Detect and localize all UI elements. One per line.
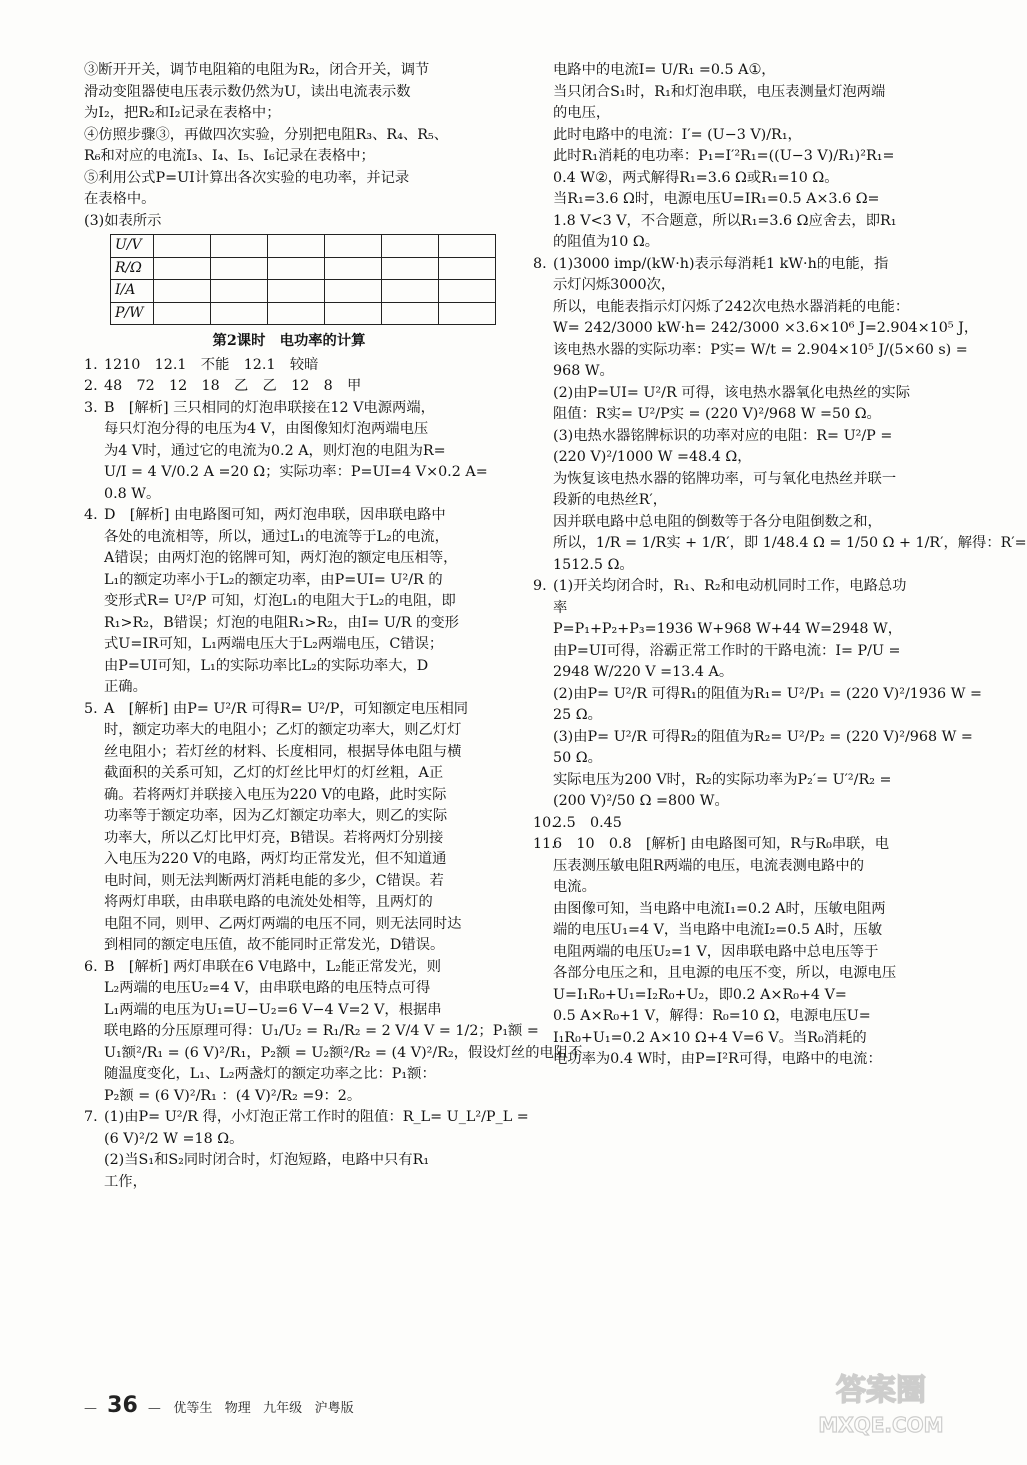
answer-line: 为恢复该电热水器的铭牌功率，可与氧化电热丝并联一	[553, 470, 897, 487]
answer-line: 由P=UI可知，L₁的实际功率比L₂的实际功率大，D	[104, 657, 429, 674]
answer-line: 50 Ω。	[553, 750, 602, 766]
answer-line: 由图像可知，当电路中电流I₁=0.2 A时，压敏电阻两	[553, 900, 886, 917]
answer-line: I₁R₀+U₁=0.2 A×10 Ω+4 V=6 V。当R₀消耗的	[553, 1029, 867, 1046]
answer-text: B [解析] 三只相同的灯泡串联接在12 V电源两端，	[104, 399, 435, 416]
answer-line: 电功率为0.4 W时，由P=I²R可得，电路中的电流：	[553, 1051, 882, 1067]
answer-line: 此时R₁消耗的电功率：P₁=I′²R₁=((U−3 V)/R₁)²R₁=	[553, 148, 895, 164]
step-line: 滑动变阻器使电压表示数仍然为U，读出电流表示数	[84, 83, 411, 100]
answer-line: 因并联电路中总电阻的倒数等于各分电阻倒数之和，	[553, 513, 882, 530]
answer-line: 所以，1/R = 1/R实 + 1/R′，即 1/48.4 Ω = 1/50 Ω + 1/R′，解得：R′=	[553, 535, 1027, 551]
table-header-cell: P/W	[111, 302, 154, 325]
answer-line: 时，额定功率大的电阻小；乙灯的额定功率大，则乙灯灯	[104, 722, 462, 738]
answer-line: L₂两端的电压U₂=4 V，由串联电路的电压特点可得	[104, 980, 431, 996]
right-column	[533, 60, 1027, 1071]
answer-line	[84, 957, 494, 979]
answer-line: A错误；由两灯泡的铭牌可知，两灯泡的额定电压相等，	[104, 550, 458, 566]
answer-line: 段新的电热丝R′，	[553, 492, 668, 508]
answer-item	[533, 576, 982, 813]
answer-line: 当R₁=3.6 Ω时，电源电压U=IR₁=0.5 A×3.6 Ω=	[553, 191, 880, 207]
answer-line: 1.8 V<3 V，不合题意，所以R₁=3.6 Ω应舍去，即R₁	[553, 212, 897, 229]
watermark-url: MXQE.COM	[818, 1413, 944, 1437]
answer-line	[533, 254, 943, 276]
answer-item	[84, 957, 583, 1108]
answer-number: 6.	[84, 958, 98, 975]
answer-line: 的阻值为10 Ω。	[553, 234, 660, 250]
experiment-steps	[84, 60, 494, 211]
answer-text: B [解析] 两灯串联在6 V电路中，L₂能正常发光，则	[104, 958, 442, 975]
answer-line: 此时电路中的电流：I′= (U−3 V)/R₁，	[553, 126, 802, 143]
answer-line: 工作，	[104, 1173, 147, 1190]
step-line: ⑤利用公式P=UI计算出各次实验的电功率，并记录	[84, 169, 410, 186]
section-title: 第2课时 电功率的计算	[212, 333, 366, 349]
answer-line: 1512.5 Ω。	[553, 556, 634, 573]
table-row	[111, 280, 496, 303]
answer-line: 所以，电能表指示灯闪烁了242次电热水器消耗的电能：	[553, 298, 910, 315]
answer-line: (2)当S₁和S₂同时闭合时，灯泡短路，电路中只有R₁	[104, 1152, 430, 1168]
watermark-logo	[796, 1360, 966, 1445]
answer-line: 到相同的额定电压值，故不能同时正常发光，D错误。	[104, 937, 445, 953]
answer-line: 正确。	[104, 679, 147, 695]
answer-item	[84, 355, 494, 377]
answer-text: A [解析] 由P= U²/R 可得R= U²/P，可知额定电压相同	[104, 700, 469, 717]
answer-item	[84, 505, 494, 699]
answer-line	[84, 1107, 529, 1129]
answer-line: (2)由P= U²/R 可得R₁的阻值为R₁= U²/P₁ = (220 V)²/1936 W =	[553, 685, 982, 702]
answer-line	[84, 355, 494, 377]
answer-line: (3)电热水器铭牌标识的功率对应的电阻：R= U²/P =	[553, 427, 893, 444]
answer-line: 将两灯串联，由串联电路的电流处处相等，且两灯的	[104, 894, 433, 910]
answer-line: P₂额 = (6 V)²/R₁ ：(4 V)²/R₂ =9：2。	[104, 1087, 362, 1104]
grade: 九年级	[263, 1401, 303, 1416]
answer-line	[84, 398, 494, 420]
answer-line: 丝电阻小；若灯丝的材料、长度相同，根据导体电阻与横	[104, 743, 462, 760]
answer-line: 各处的电流相等，所以，通过L₁的电流等于L₂的电流，	[104, 528, 449, 545]
answer-number: 8.	[533, 255, 547, 272]
answer-line: 电流。	[553, 879, 596, 895]
watermark-title: 答案圈	[836, 1373, 926, 1408]
answer-text: (1)开关均闭合时，R₁、R₂和电动机同时工作，电路总功	[553, 578, 907, 594]
table-header-cell: I/A	[111, 280, 154, 303]
answer-line: 的电压，	[553, 105, 611, 121]
answer-line: U₁额²/R₁ = (6 V)²/R₁，P₂额 = U₂额²/R₂ = (4 V)²/R₂，假设灯丝的电阻不	[104, 1044, 583, 1061]
answer-item	[84, 699, 494, 957]
answer-line: 变形式R= U²/P 可知，灯泡L₁的电阻大于L₂的电阻，即	[104, 593, 456, 609]
table-row	[111, 257, 496, 280]
answer-number: 9.	[533, 578, 547, 594]
answer-line: U/I = 4 V/0.2 A =20 Ω；实际功率：P=UI=4 V×0.2 A=	[104, 464, 488, 480]
answer-number: 7.	[84, 1109, 98, 1125]
answer-item	[533, 254, 1027, 577]
answer-item	[533, 60, 943, 254]
answer-item	[84, 398, 494, 506]
answer-text: (1)由P= U²/R 得，小灯泡正常工作时的阻值：R_L= U_L²/P_L =	[104, 1109, 529, 1125]
page-footer: — 36 — 优等生 物理 九年级 沪粤版	[84, 1393, 354, 1418]
answer-line: 25 Ω。	[553, 707, 602, 723]
answer-number: 3.	[84, 399, 98, 416]
answer-line: 示灯闪烁3000次，	[553, 277, 676, 293]
answer-text: 48 72 12 18 乙 乙 12 8 甲	[104, 378, 362, 394]
answer-number: 10.	[533, 814, 556, 831]
step-line: R₆和对应的电流I₃、I₄、I₅、I₆记录在表格中；	[84, 148, 375, 164]
answer-line: U=I₁R₀+U₁=I₂R₀+U₂，即0.2 A×R₀+4 V=	[553, 986, 847, 1003]
answer-line: 阻值：R实= U²/P实 = (220 V)²/968 W =50 Ω。	[553, 406, 881, 422]
answer-line: P=P₁+P₂+P₃=1936 W+968 W+44 W=2948 W，	[553, 621, 903, 637]
answer-line: 式U=IR可知，L₁两端电压大于L₂两端电压，C错误；	[104, 636, 444, 652]
step-line: ③断开开关，调节电阻箱的电阻为R₂，闭合开关，调节	[84, 62, 430, 78]
step-line: 为I₂，把R₂和I₂记录在表格中；	[84, 105, 281, 121]
answer-line	[533, 834, 943, 856]
book-title: 优等生	[173, 1401, 213, 1416]
answer-number: 11.	[533, 836, 556, 852]
table-intro: (3)如表所示	[84, 212, 162, 229]
answer-item	[533, 834, 943, 1071]
answer-line: 实际电压为200 V时，R₂的实际功率为P₂′= U′²/R₂ =	[553, 771, 892, 788]
answer-number: 2.	[84, 378, 98, 394]
answer-line: L₁的额定功率小于L₂的额定功率，由P=UI= U²/R 的	[104, 571, 443, 588]
answer-line: 为4 V时，通过它的电流为0.2 A，则灯泡的电阻为R=	[104, 442, 446, 459]
answer-text: D [解析] 由电路图可知，两灯泡串联，因串联电路中	[104, 507, 446, 523]
page-number: 36	[107, 1393, 138, 1418]
subject: 物理	[224, 1401, 251, 1416]
answer-item	[533, 813, 943, 835]
answer-line: 电时间，则无法判断两灯消耗电能的多少，C错误。若	[104, 872, 444, 889]
answer-line	[84, 505, 494, 527]
answer-line	[84, 376, 494, 398]
answer-number: 5.	[84, 700, 98, 717]
answer-line: 电阻两端的电压U₂=1 V，因串联电路中总电压等于	[553, 943, 879, 960]
answer-line: (200 V)²/50 Ω =800 W。	[553, 793, 729, 809]
answer-line: 0.8 W。	[104, 485, 161, 502]
answer-number: 4.	[84, 507, 98, 523]
answer-text: 6 10 0.8 [解析] 由电路图可知，R与R₀串联，电	[553, 836, 890, 852]
answer-number: 1.	[84, 356, 98, 373]
answer-line: 每只灯泡分得的电压为4 V，由图像知灯泡两端电压	[104, 421, 429, 437]
table-row	[111, 235, 496, 258]
answer-line: 由P=UI可得，浴霸正常工作时的干路电流：I= P/U =	[553, 642, 901, 659]
answer-line	[533, 576, 943, 598]
answer-line: 该电热水器的实际功率：P实= W/t = 2.904×10⁵ J/(5×60 s) =	[553, 341, 968, 358]
answer-line: 功率等于额定功率，因为乙灯额定功率大，则乙的实际	[104, 808, 448, 824]
answer-text: (1)3000 imp/(kW·h)表示每消耗1 kW·h的电能，指	[553, 255, 889, 272]
step-line: 在表格中。	[84, 191, 156, 207]
answer-line: (220 V)²/1000 W =48.4 Ω，	[553, 449, 752, 465]
answer-text: 2.5 0.45	[553, 814, 622, 831]
answer-line: W= 242/3000 kW·h= 242/3000 ×3.6×10⁶ J=2.904×10⁵ J，	[553, 320, 979, 336]
answer-line: R₁>R₂，B错误；灯泡的电阻R₁>R₂，由I= U/R 的变形	[104, 614, 459, 631]
step-line: ④仿照步骤③，再做四次实验，分别把电阻R₃、R₄、R₅、	[84, 126, 449, 143]
answer-line: 压表测压敏电阻R两端的电压，电流表测电路中的	[553, 857, 864, 874]
answer-line: 端的电压U₁=4 V，当电路中电流I₂=0.5 A时，压敏	[553, 922, 883, 938]
answer-line: 截面积的关系可知，乙灯的灯丝比甲灯的灯丝粗，A正	[104, 765, 444, 781]
answer-line: 电阻不同，则甲、乙两灯两端的电压不同，则无法同时达	[104, 915, 462, 932]
table-row	[111, 302, 496, 325]
answer-line: (6 V)²/2 W =18 Ω。	[104, 1130, 244, 1147]
answer-list	[533, 60, 1027, 1071]
answer-text: 1210 12.1 不能 12.1 较暗	[104, 356, 319, 373]
answer-line: (2)由P=UI= U²/R 可得，该电热水器氧化电热丝的实际	[553, 384, 911, 401]
table-header-cell: R/Ω	[111, 257, 154, 280]
answer-line: L₁两端的电压为U₁=U−U₂=6 V−4 V=2 V，根据串	[104, 1001, 442, 1018]
answer-line: 当只闭合S₁时，R₁和灯泡串联，电压表测量灯泡两端	[553, 83, 886, 100]
answer-line: 确。若将两灯并联接入电压为220 V的电路，此时实际	[104, 786, 447, 803]
answer-line	[84, 699, 494, 721]
answer-item	[84, 376, 494, 398]
answer-line: 联电路的分压原理可得：U₁/U₂ = R₁/R₂ = 2 V/4 V = 1/2；P₁额 =	[104, 1023, 539, 1039]
table-header-cell: U/V	[111, 235, 154, 258]
answer-line: 0.5 A×R₀+1 V，解得：R₀=10 Ω，电源电压U=	[553, 1008, 871, 1024]
answer-item	[84, 1107, 529, 1193]
answer-line: 各部分电压之和，且电源的电压不变，所以，电源电压	[553, 965, 897, 981]
answer-line: 2948 W/220 V =13.4 A。	[553, 664, 734, 680]
answer-line: 功率大，所以乙灯比甲灯亮，B错误。若将两灯分别接	[104, 829, 444, 846]
answer-line: 电路中的电流I= U/R₁ =0.5 A①，	[553, 62, 776, 78]
answer-line: (3)由P= U²/R 可得R₂的阻值为R₂= U²/P₂ = (220 V)²/968 W =	[553, 728, 973, 745]
answer-line: 0.4 W②，两式解得R₁=3.6 Ω或R₁=10 Ω。	[553, 169, 839, 186]
answer-line	[533, 813, 943, 835]
answer-line: 随温度变化，L₁、L₂两盏灯的额定功率之比：P₁额：	[104, 1066, 436, 1082]
edition: 沪粤版	[314, 1401, 354, 1416]
record-table	[110, 234, 496, 325]
answer-line: 率	[553, 599, 568, 616]
answer-line: 968 W。	[553, 363, 614, 379]
answer-line: 入电压为220 V的电路，两灯均正常发光，但不知道通	[104, 851, 447, 867]
